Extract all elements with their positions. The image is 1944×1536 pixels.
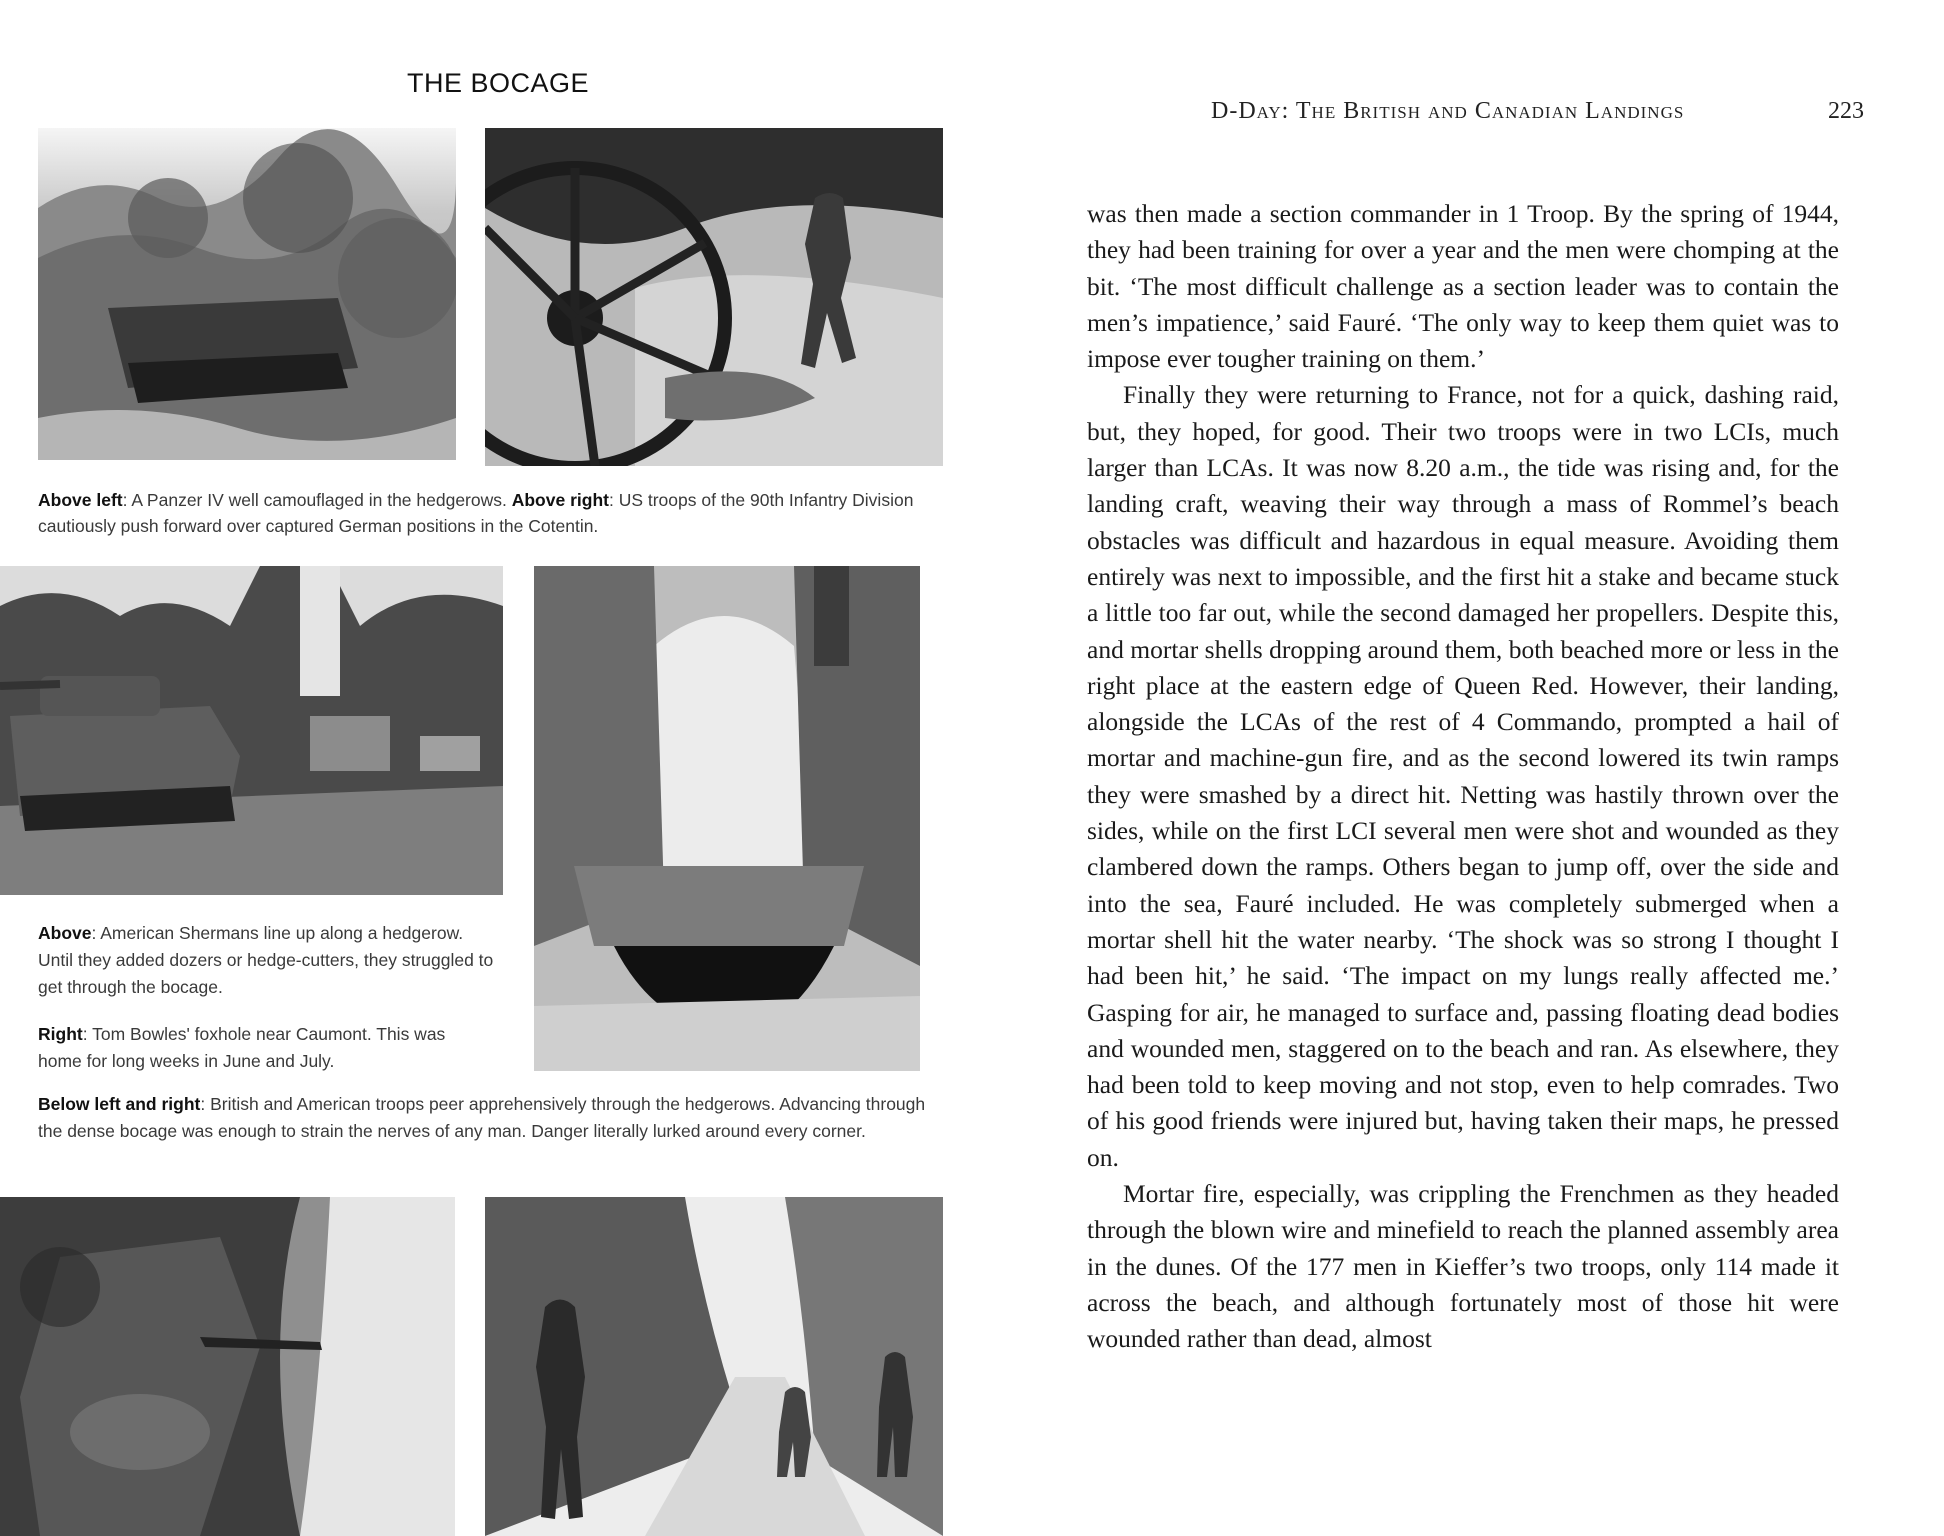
- caption-top-text-left: : A Panzer IV well camouflaged in the hedgerows.: [122, 490, 512, 510]
- section-title: THE BOCAGE: [407, 68, 590, 98]
- shermans-hedgerow-photo: [0, 566, 503, 895]
- caption-shermans: [38, 920, 498, 1001]
- caption-top-text-right: : US troops of the 90th Infantry Division cautiously push forward over captured German positions in the Cotentin.: [38, 490, 914, 536]
- body-text: [1087, 196, 1839, 1358]
- caption-foxhole: [38, 1021, 488, 1075]
- paragraph-3: Mortar fire, especially, was crippling the Frenchmen as they headed through the blown wire and minefield to reach the planned assembly area in the dunes. Of the 177 men in Kieffer’s two troops, only 114 made it across the beach, and although fortunately most of those hit were wounded rather than dead, almost: [1087, 1179, 1839, 1354]
- caption-shermans-text: : American Shermans line up along a hedgerow. Until they added dozers or hedge-cutters, they struggled to get through the bocage.: [38, 923, 494, 997]
- paragraph-1: was then made a section commander in 1 Troop. By the spring of 1944, they had been training for over a year and the men were chomping at the bit. ‘The most difficult challenge as a section leader was to contain the men’s impatience,’ said Fauré. ‘The only way to keep them quiet was to impose ever tougher training on them.’: [1087, 199, 1839, 374]
- page-number: 223: [1828, 98, 1864, 124]
- right-page: [970, 0, 1944, 1536]
- caption-top-label-right: Above right: [511, 490, 609, 510]
- caption-below-text: : British and American troops peer apprehensively through the hedgerows. Advancing through the dense bocage was enough to strain the nerves of any man. Danger literally lurked around every corner.: [38, 1094, 926, 1141]
- caption-shermans-label: Above: [38, 923, 92, 943]
- caption-foxhole-text: : Tom Bowles' foxhole near Caumont. This was home for long weeks in June and July.: [38, 1024, 446, 1071]
- caption-top-label-left: Above left: [38, 490, 123, 510]
- american-troops-lane-photo: [485, 1197, 943, 1536]
- paragraph-2: Finally they were returning to France, not for a quick, dashing raid, but, they hoped, for good. Their two troops were in two LCIs, much larger than LCAs. It was now 8.20 a.m., the tide was rising and, for the landing craft, weaving their way through a mass of Rommel’s beach obstacles was difficult and hazardous in equal measure. Avoiding them entirely was next to impossible, and the first hit a stake and became stuck a little too far out, while the second damaged her propellers. Despite this, and mortar shells dropping around them, both beached more or less in the right place at the eastern edge of Queen Red. However, their landing, alongside the LCAs of the rest of 4 Commando, prompted a hail of mortar and machine-gun fire, and as the second lowered its twin ramps they were smashed by a direct hit. Netting was hastily thrown over the sides, while on the first LCI several men were shot and wounded as they clambered down the ramps. Others began to jump off, over the side and into the sea, Fauré included. He was completely submerged when a mortar shell hit the water nearby. ‘The shock was so strong I thought I had been hit,’ he said. ‘The impact on my lungs really affected me.’ Gasping for air, he managed to surface and, passing floating dead bodies and wounded men, staggered on to the beach and ran. As elsewhere, they had been told to keep moving and not stop, even to help comrades. Two of his good friends were injured but, having taken their maps, he pressed on.: [1087, 380, 1839, 1172]
- british-troops-hedgerow-photo: [0, 1197, 455, 1536]
- caption-top: [38, 487, 943, 539]
- left-page: [0, 0, 970, 1536]
- us-troops-90th-division-photo: [485, 128, 943, 466]
- caption-below-label: Below left and right: [38, 1094, 201, 1114]
- foxhole-caumont-photo: [534, 566, 920, 1071]
- caption-foxhole-label: Right: [38, 1024, 83, 1044]
- running-head: D-Day: The British and Canadian Landings: [1211, 98, 1685, 124]
- panzer-iv-hedgerow-photo: [38, 128, 456, 460]
- caption-below: [38, 1091, 928, 1145]
